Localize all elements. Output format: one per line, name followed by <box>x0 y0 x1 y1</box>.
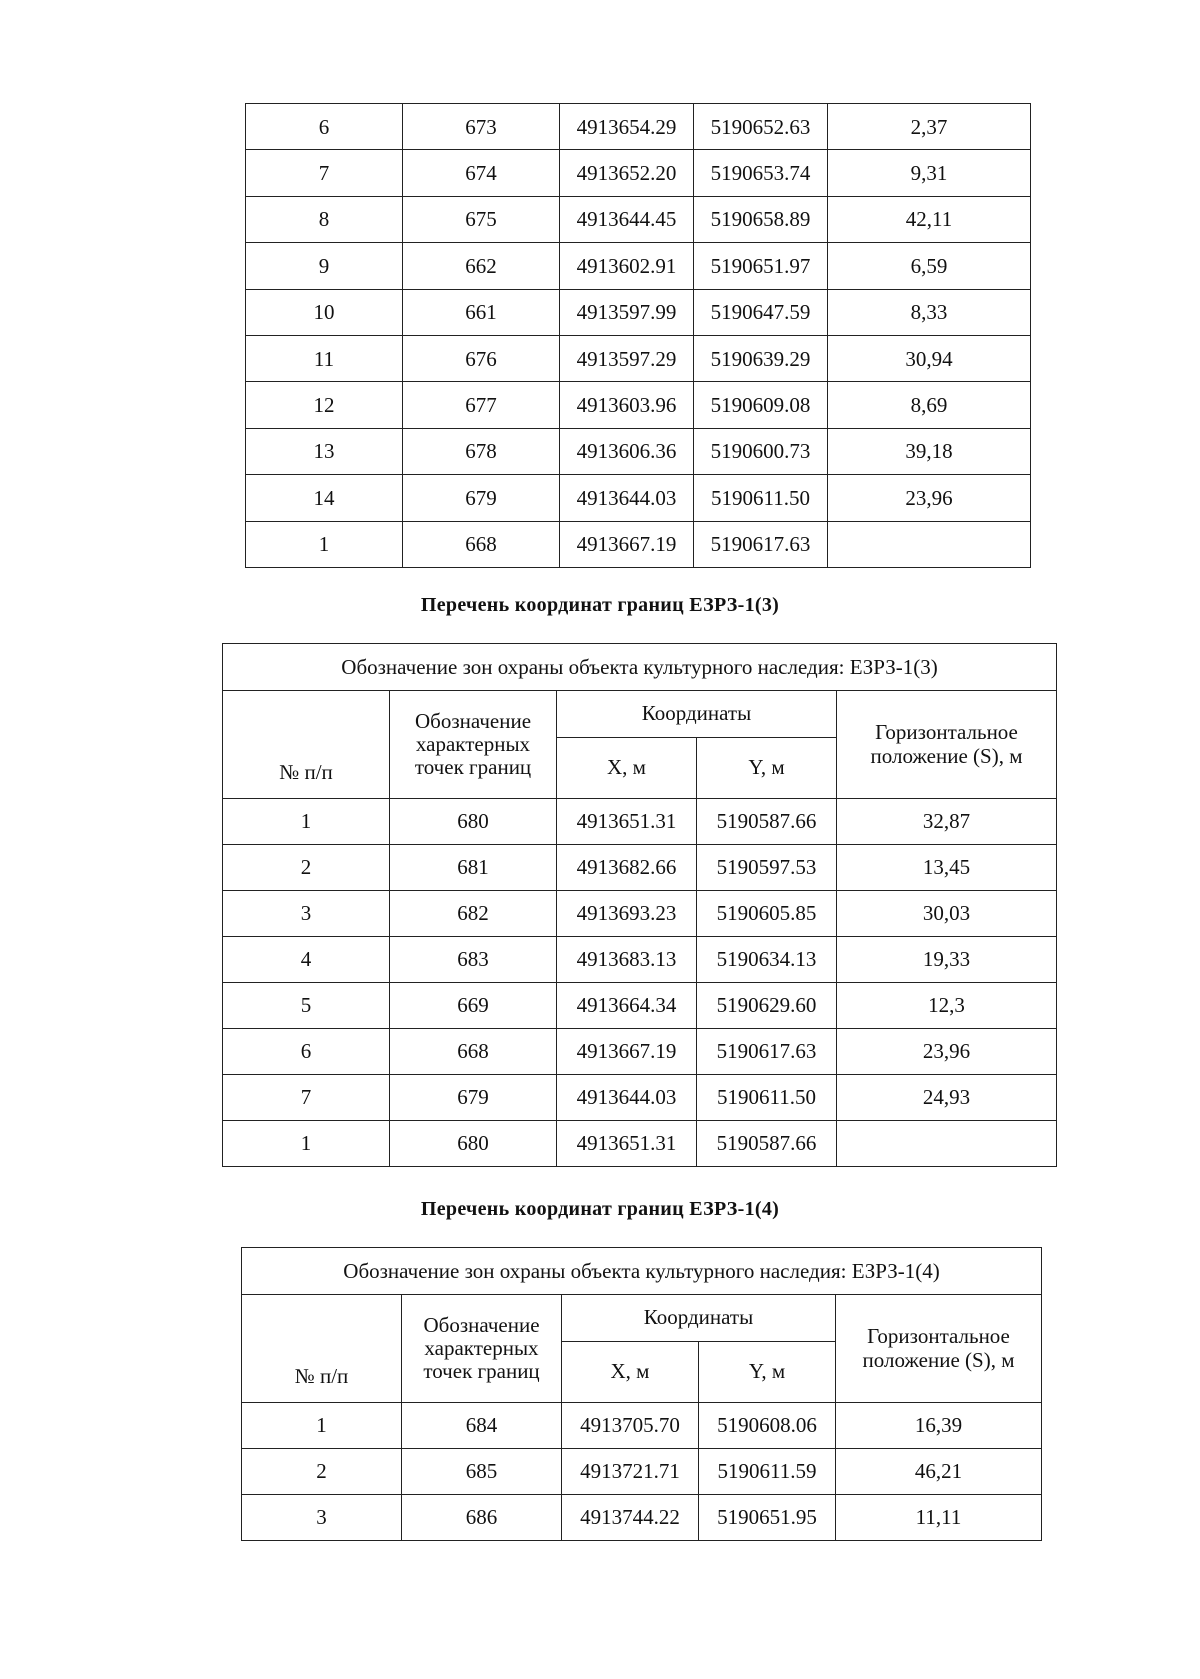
cell-x: 4913667.19 <box>560 521 694 567</box>
cell-point: 677 <box>403 382 560 428</box>
cell-y: 5190597.53 <box>697 845 837 891</box>
table-body <box>246 104 1031 568</box>
cell-num: 11 <box>246 335 403 381</box>
cell-point: 679 <box>403 475 560 521</box>
cell-y: 5190651.97 <box>694 243 828 289</box>
table-row <box>246 428 1031 474</box>
cell-num: 1 <box>246 521 403 567</box>
cell-num: 12 <box>246 382 403 428</box>
cell-x: 4913597.29 <box>560 335 694 381</box>
cell-num: 7 <box>246 150 403 196</box>
cell-num: 4 <box>223 937 390 983</box>
header-points: Обозначение характерных точек границ <box>390 691 557 799</box>
table-row <box>242 1495 1042 1541</box>
header-num: № п/п <box>223 691 390 799</box>
cell-horizontal: 13,45 <box>837 845 1057 891</box>
cell-point: 674 <box>403 150 560 196</box>
cell-x: 4913644.03 <box>557 1075 697 1121</box>
cell-horizontal <box>828 521 1031 567</box>
cell-y: 5190658.89 <box>694 196 828 242</box>
cell-x: 4913602.91 <box>560 243 694 289</box>
table-row <box>246 196 1031 242</box>
header-x: X, м <box>557 738 697 799</box>
table-body <box>242 1403 1042 1541</box>
cell-x: 4913652.20 <box>560 150 694 196</box>
cell-y: 5190652.63 <box>694 104 828 150</box>
cell-num: 7 <box>223 1075 390 1121</box>
table-row <box>223 937 1057 983</box>
cell-x: 4913651.31 <box>557 799 697 845</box>
cell-point: 662 <box>403 243 560 289</box>
cell-horizontal: 16,39 <box>836 1403 1042 1449</box>
cell-num: 3 <box>223 891 390 937</box>
section-heading-ezrz-1-3: Перечень координат границ ЕЗРЗ-1(3) <box>420 594 780 616</box>
table-row <box>242 1403 1042 1449</box>
cell-y: 5190617.63 <box>697 1029 837 1075</box>
cell-horizontal: 8,33 <box>828 289 1031 335</box>
cell-y: 5190611.50 <box>694 475 828 521</box>
cell-horizontal: 19,33 <box>837 937 1057 983</box>
cell-y: 5190609.08 <box>694 382 828 428</box>
cell-point: 680 <box>390 1121 557 1167</box>
cell-y: 5190611.50 <box>697 1075 837 1121</box>
cell-num: 14 <box>246 475 403 521</box>
table-row <box>246 335 1031 381</box>
cell-x: 4913744.22 <box>562 1495 699 1541</box>
cell-horizontal: 2,37 <box>828 104 1031 150</box>
table-row <box>246 289 1031 335</box>
cell-horizontal: 30,03 <box>837 891 1057 937</box>
table-row <box>242 1449 1042 1495</box>
cell-y: 5190634.13 <box>697 937 837 983</box>
cell-num: 5 <box>223 983 390 1029</box>
cell-horizontal: 8,69 <box>828 382 1031 428</box>
cell-x: 4913644.45 <box>560 196 694 242</box>
header-x: X, м <box>562 1342 699 1403</box>
cell-point: 668 <box>403 521 560 567</box>
table-row <box>246 104 1031 150</box>
cell-num: 10 <box>246 289 403 335</box>
table-row <box>223 1075 1057 1121</box>
cell-horizontal: 23,96 <box>828 475 1031 521</box>
cell-x: 4913603.96 <box>560 382 694 428</box>
cell-x: 4913606.36 <box>560 428 694 474</box>
cell-x: 4913597.99 <box>560 289 694 335</box>
cell-point: 681 <box>390 845 557 891</box>
cell-horizontal: 42,11 <box>828 196 1031 242</box>
cell-y: 5190587.66 <box>697 799 837 845</box>
cell-point: 682 <box>390 891 557 937</box>
cell-y: 5190651.95 <box>699 1495 836 1541</box>
cell-horizontal: 32,87 <box>837 799 1057 845</box>
cell-horizontal: 9,31 <box>828 150 1031 196</box>
cell-x: 4913705.70 <box>562 1403 699 1449</box>
cell-point: 686 <box>402 1495 562 1541</box>
header-horizontal: Горизонтальное положение (S), м <box>836 1295 1042 1403</box>
cell-y: 5190587.66 <box>697 1121 837 1167</box>
coords-table-ezrz-1-4 <box>241 1247 1042 1541</box>
coords-table-continued <box>245 103 1031 568</box>
cell-y: 5190639.29 <box>694 335 828 381</box>
header-coords: Координаты <box>557 691 837 738</box>
cell-horizontal: 23,96 <box>837 1029 1057 1075</box>
cell-x: 4913683.13 <box>557 937 697 983</box>
header-y: Y, м <box>697 738 837 799</box>
header-points: Обозначение характерных точек границ <box>402 1295 562 1403</box>
table-row <box>223 891 1057 937</box>
cell-x: 4913664.34 <box>557 983 697 1029</box>
cell-y: 5190653.74 <box>694 150 828 196</box>
header-y: Y, м <box>699 1342 836 1403</box>
cell-point: 669 <box>390 983 557 1029</box>
cell-num: 6 <box>223 1029 390 1075</box>
cell-x: 4913644.03 <box>560 475 694 521</box>
table-row <box>223 983 1057 1029</box>
cell-horizontal: 24,93 <box>837 1075 1057 1121</box>
cell-num: 1 <box>223 799 390 845</box>
cell-horizontal: 12,3 <box>837 983 1057 1029</box>
cell-y: 5190600.73 <box>694 428 828 474</box>
cell-num: 2 <box>223 845 390 891</box>
cell-horizontal: 46,21 <box>836 1449 1042 1495</box>
cell-y: 5190617.63 <box>694 521 828 567</box>
cell-x: 4913682.66 <box>557 845 697 891</box>
cell-y: 5190629.60 <box>697 983 837 1029</box>
cell-point: 675 <box>403 196 560 242</box>
table-row <box>223 1121 1057 1167</box>
cell-num: 6 <box>246 104 403 150</box>
table-row <box>223 799 1057 845</box>
cell-num: 1 <box>223 1121 390 1167</box>
cell-point: 679 <box>390 1075 557 1121</box>
table-row <box>246 382 1031 428</box>
cell-horizontal <box>837 1121 1057 1167</box>
coords-table-ezrz-1-3 <box>222 643 1057 1167</box>
cell-x: 4913693.23 <box>557 891 697 937</box>
cell-y: 5190608.06 <box>699 1403 836 1449</box>
cell-num: 3 <box>242 1495 402 1541</box>
cell-point: 661 <box>403 289 560 335</box>
table-row <box>246 243 1031 289</box>
cell-x: 4913654.29 <box>560 104 694 150</box>
cell-num: 8 <box>246 196 403 242</box>
cell-x: 4913651.31 <box>557 1121 697 1167</box>
cell-horizontal: 11,11 <box>836 1495 1042 1541</box>
table-body <box>223 799 1057 1167</box>
header-horizontal: Горизонтальное положение (S), м <box>837 691 1057 799</box>
header-num: № п/п <box>242 1295 402 1403</box>
cell-point: 685 <box>402 1449 562 1495</box>
cell-y: 5190647.59 <box>694 289 828 335</box>
cell-y: 5190611.59 <box>699 1449 836 1495</box>
cell-num: 9 <box>246 243 403 289</box>
cell-point: 680 <box>390 799 557 845</box>
section-heading-ezrz-1-4: Перечень координат границ ЕЗРЗ-1(4) <box>420 1198 780 1220</box>
cell-y: 5190605.85 <box>697 891 837 937</box>
cell-horizontal: 30,94 <box>828 335 1031 381</box>
cell-point: 684 <box>402 1403 562 1449</box>
cell-horizontal: 6,59 <box>828 243 1031 289</box>
table-row <box>223 845 1057 891</box>
table-row <box>246 475 1031 521</box>
cell-point: 673 <box>403 104 560 150</box>
cell-num: 1 <box>242 1403 402 1449</box>
cell-point: 676 <box>403 335 560 381</box>
cell-num: 2 <box>242 1449 402 1495</box>
cell-x: 4913721.71 <box>562 1449 699 1495</box>
table-caption: Обозначение зон охраны объекта культурного наследия: ЕЗРЗ-1(3) <box>223 644 1057 691</box>
header-coords: Координаты <box>562 1295 836 1342</box>
table-caption: Обозначение зон охраны объекта культурного наследия: ЕЗРЗ-1(4) <box>242 1248 1042 1295</box>
cell-num: 13 <box>246 428 403 474</box>
table-row <box>223 1029 1057 1075</box>
cell-point: 668 <box>390 1029 557 1075</box>
table-row <box>246 521 1031 567</box>
table-row <box>246 150 1031 196</box>
cell-point: 683 <box>390 937 557 983</box>
cell-point: 678 <box>403 428 560 474</box>
cell-horizontal: 39,18 <box>828 428 1031 474</box>
cell-x: 4913667.19 <box>557 1029 697 1075</box>
